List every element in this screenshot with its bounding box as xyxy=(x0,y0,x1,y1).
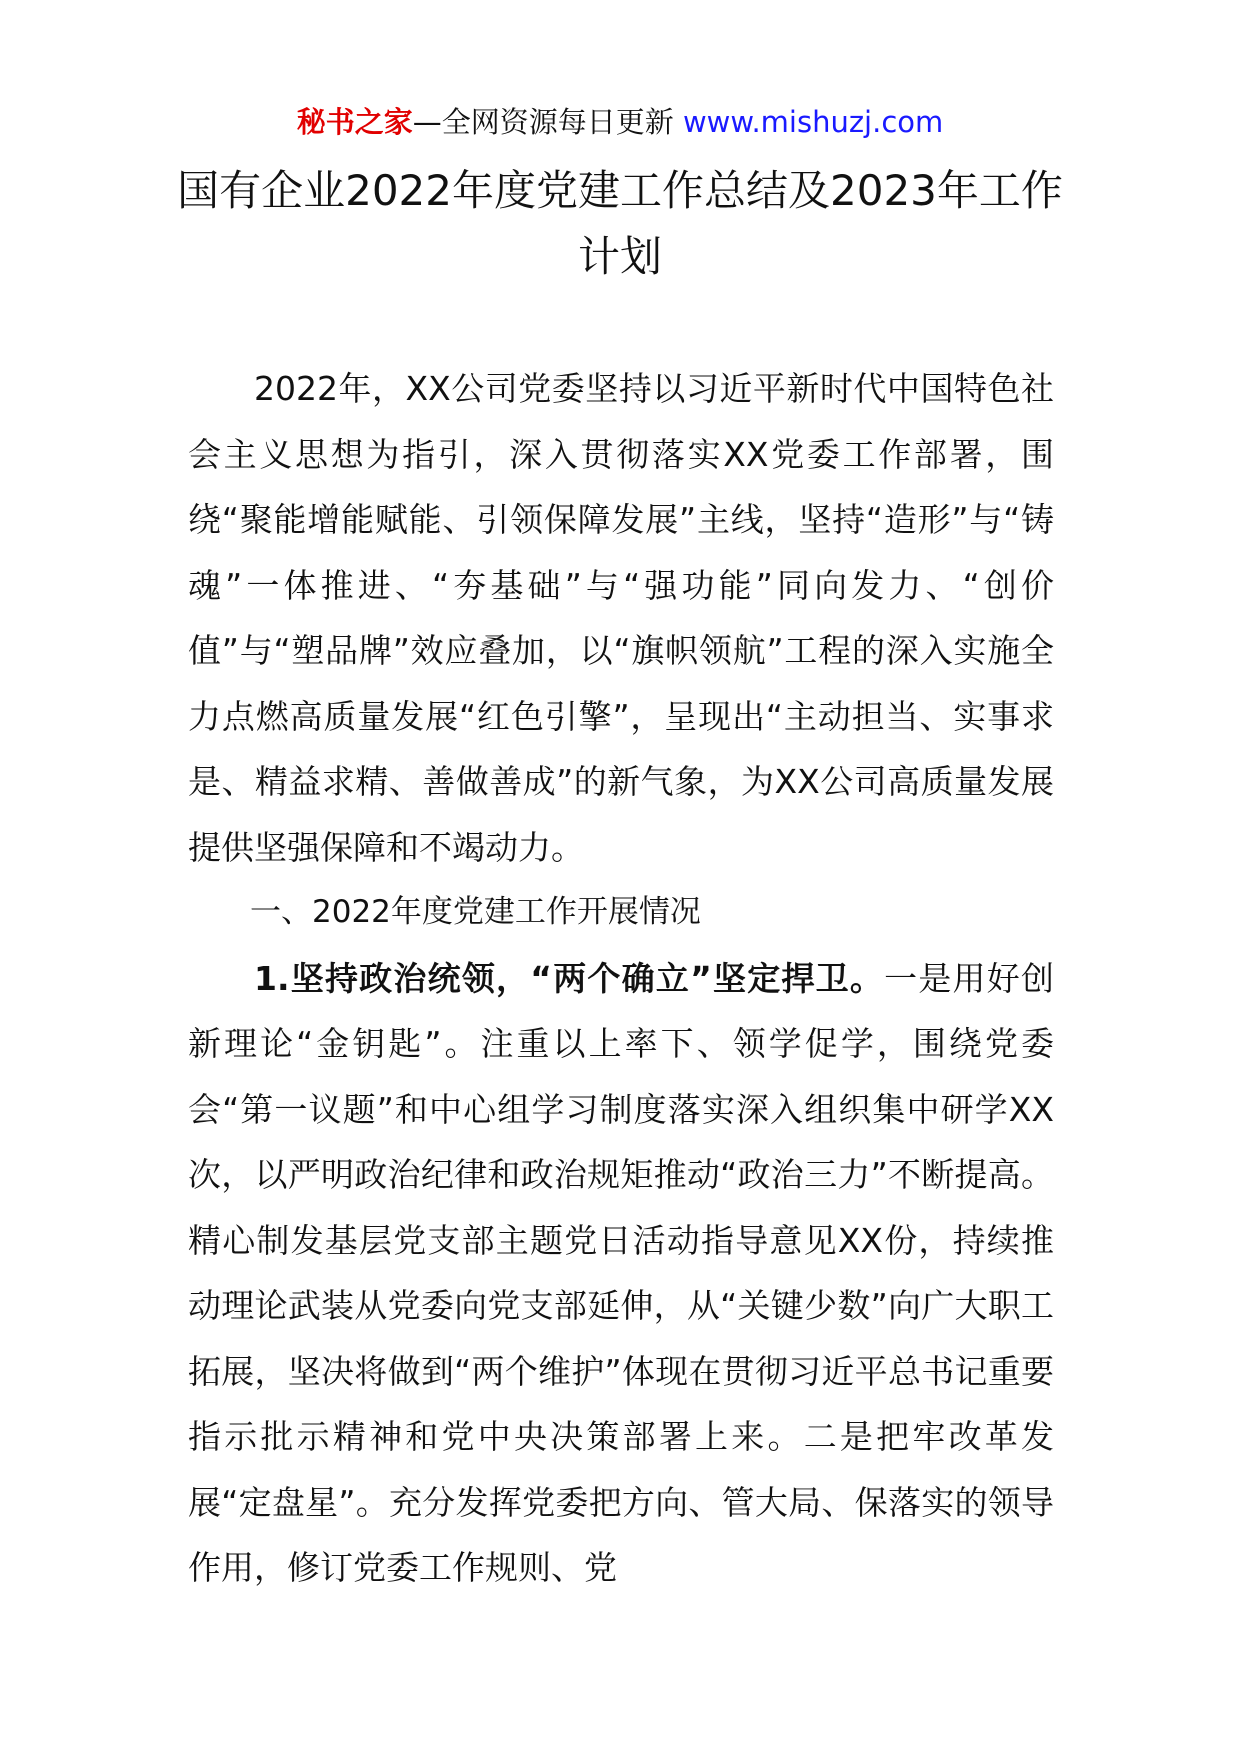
section-heading: 一、2022年度党建工作开展情况 xyxy=(250,894,701,930)
point1-heading: 1.坚持政治统领，“两个确立”坚定捍卫。 xyxy=(254,958,885,998)
intro-paragraph: 2022年，XX公司党委坚持以习近平新时代中国特色社会主义思想为指引，深入贯彻落实XX党委工作部署，围绕“聚能增能赋能、引领保障发展”主线，坚持“造形”与“铸魂”一体推进、“夯基础”与“强功能”同向发力、“创价值”与“塑品牌”效应叠加，以“旗帜领航”工程的深入实施全力点燃高质量发展“红色引擎”，呈现出“主动担当、实事求是、精益求精、善做善成”的新气象，为XX公司高质量发展提供坚强保障和不竭动力。 xyxy=(188,369,1054,867)
header-tagline: —全网资源每日更新 xyxy=(412,105,674,139)
site-url-link[interactable]: www.mishuzj.com xyxy=(682,105,944,139)
point1-body: 一是用好创新理论“金钥匙”。注重以上率下、领学促学，围绕党委会“第一议题”和中心组学习制度落实深入组织集中研学XX次，以严明政治纪律和政治规矩推动“政治三力”不断提高。精心制发基层党支部主题党日活动指导意见XX份，持续推动理论武装从党委向党支部延伸，从“关键少数”向广大职工拓展，坚决将做到“两个维护”体现在贯彻习近平总书记重要指示批示精神和党中央决策部署上来。二是把牢改革发展“定盘星”。充分发挥党委把方向、管大局、保落实的领导作用，修订党委工作规则、党 xyxy=(188,958,1055,1587)
brand-name: 秘书之家 xyxy=(296,105,413,139)
document-body xyxy=(188,356,1054,1601)
point1-paragraph xyxy=(188,946,1054,1601)
site-header xyxy=(0,102,1240,142)
document-title: 国有企业2022年度党建工作总结及2023年工作计划 xyxy=(177,166,1063,281)
